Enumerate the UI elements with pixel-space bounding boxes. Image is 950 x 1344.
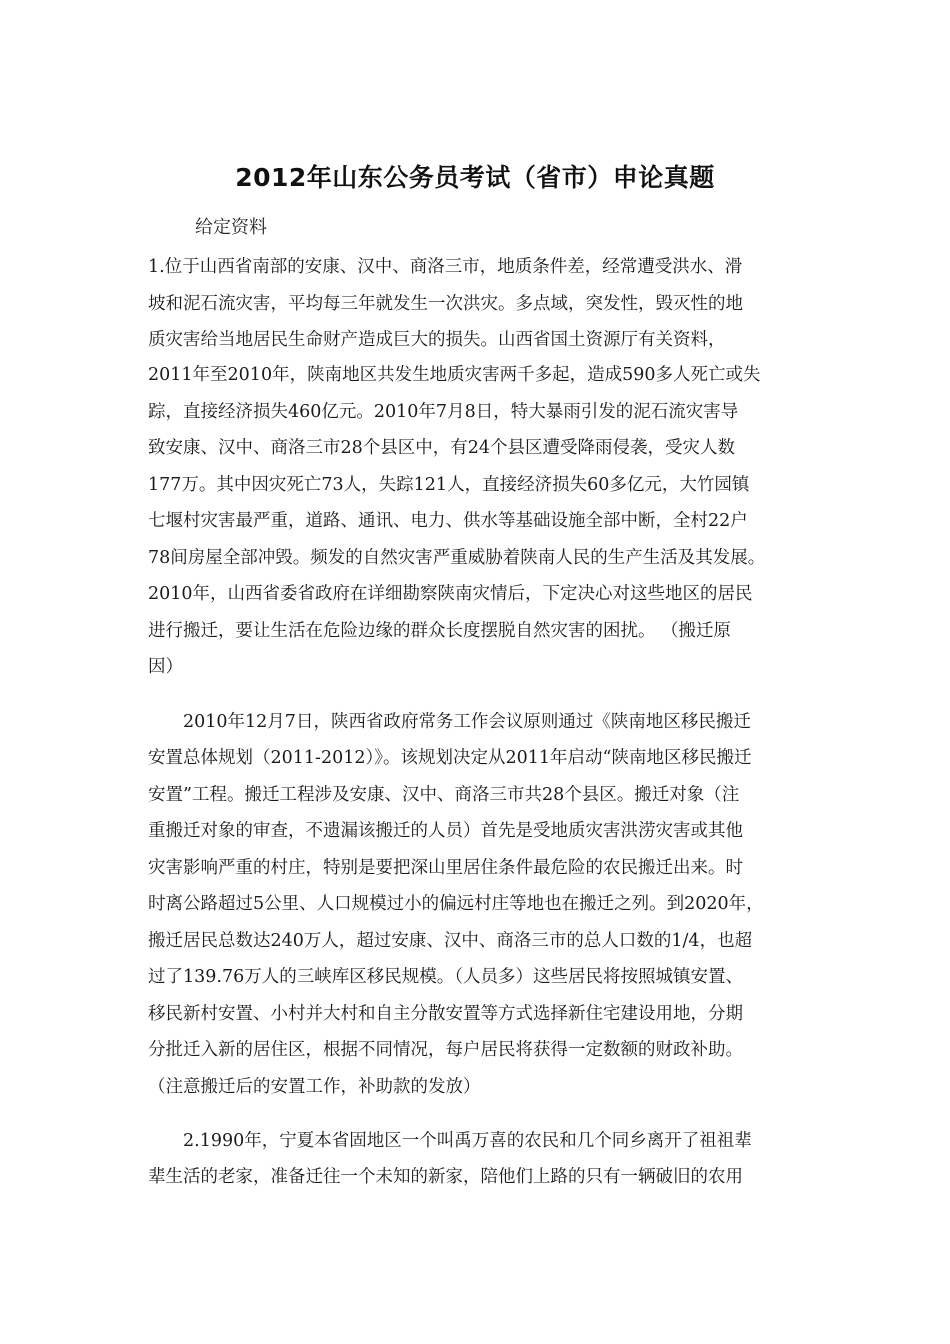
text-line: 致安康、汉中、商洛三市28个县区中，有24个县区遭受降雨侵袭，受灾人数 bbox=[148, 438, 736, 458]
document-title: 2012年山东公务员考试（省市）申论真题 bbox=[235, 163, 715, 192]
text-line: 搬迁居民总数达240万人，超过安康、汉中、商洛三市的总人口数的1/4，也超 bbox=[148, 931, 753, 951]
text-line: 移民新村安置、小村并大村和自主分散安置等方式选择新住宅建设用地，分期 bbox=[148, 1004, 743, 1024]
section-heading: 给定资料 bbox=[195, 217, 267, 238]
text-line: 1.位于山西省南部的安康、汉中、商洛三市，地质条件差，经常遭受洪水、滑 bbox=[148, 257, 743, 277]
text-line: 踪，直接经济损失460亿元。2010年7月8日，特大暴雨引发的泥石流灾害导 bbox=[148, 402, 739, 422]
text-line: 安置”工程。搬迁工程涉及安康、汉中、商洛三市共28个县区。搬迁对象（注 bbox=[148, 785, 740, 805]
text-line: （注意搬迁后的安置工作，补助款的发放） bbox=[148, 1077, 481, 1097]
text-line: 过了139.76万人的三峡库区移民规模。（人员多）这些居民将按照城镇安置、 bbox=[148, 967, 743, 987]
text-line: 2010年12月7日，陕西省政府常务工作会议原则通过《陕南地区移民搬迁 bbox=[183, 712, 751, 732]
text-line: 时离公路超过5公里、人口规模过小的偏远村庄等地也在搬迁之列。到2020年， bbox=[148, 894, 764, 914]
text-line: 78间房屋全部冲毁。频发的自然灾害严重威胁着陕南人民的生产生活及其发展。 bbox=[148, 548, 766, 568]
text-line: 七堰村灾害最严重，道路、通讯、电力、供水等基础设施全部中断，全村22户 bbox=[148, 511, 748, 531]
text-line: 安置总体规划（2011-2012）》。该规划决定从2011年启动“陕南地区移民搬迁 bbox=[148, 748, 752, 768]
text-line: 灾害影响严重的村庄，特别是要把深山里居住条件最危险的农民搬迁出来。时 bbox=[148, 858, 743, 878]
text-line: 2.1990年，宁夏本省固地区一个叫禹万喜的农民和几个同乡离开了祖祖辈 bbox=[183, 1131, 752, 1151]
text-line: 177万。其中因灾死亡73人，失踪121人，直接经济损失60多亿元，大竹园镇 bbox=[148, 475, 750, 495]
text-line: 因） bbox=[148, 657, 183, 677]
text-line: 分批迁入新的居住区，根据不同情况，每户居民将获得一定数额的财政补助。 bbox=[148, 1040, 743, 1060]
text-line: 2011年至2010年，陕南地区共发生地质灾害两千多起，造成590多人死亡或失 bbox=[148, 365, 761, 385]
text-line: 坡和泥石流灾害，平均每三年就发生一次洪灾。多点域，突发性，毁灭性的地 bbox=[148, 294, 743, 314]
text-line: 重搬迁对象的审查，不遗漏该搬迁的人员）首先是受地质灾害洪涝灾害或其他 bbox=[148, 821, 743, 841]
text-line: 辈生活的老家，准备迁往一个未知的新家，陪他们上路的只有一辆破旧的农用 bbox=[148, 1167, 743, 1187]
text-line: 2010年，山西省委省政府在详细勘察陕南灾情后，下定决心对这些地区的居民 bbox=[148, 584, 753, 604]
text-line: 进行搬迁，要让生活在危险边缘的群众长度摆脱自然灾害的困扰。 （搬迁原 bbox=[148, 621, 732, 641]
text-line: 质灾害给当地居民生命财产造成巨大的损失。山西省国土资源厅有关资料， bbox=[148, 330, 726, 350]
